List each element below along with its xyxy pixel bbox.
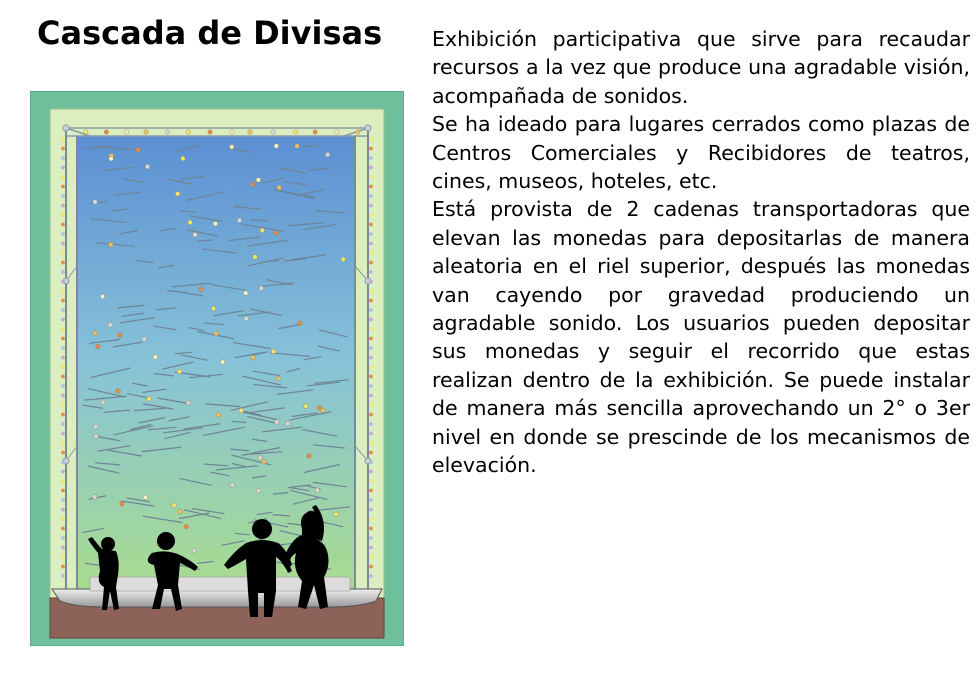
chain-link [61,156,65,160]
chain-link [369,403,373,407]
coin [251,355,256,360]
chain-link [369,413,373,417]
coin [294,130,298,134]
coin [208,130,212,134]
coin [243,291,248,296]
chain-link [61,536,65,540]
chain-link [61,546,65,550]
coin [142,337,147,342]
coin [199,287,204,292]
coin [175,192,180,197]
coin [109,156,114,161]
coin [116,389,121,394]
coin [216,413,221,418]
chain-link [369,175,373,179]
coin [220,360,225,365]
chain-link [61,318,65,322]
chain-link [61,460,65,464]
coin [286,422,291,427]
chain-link [369,194,373,198]
coin [230,130,234,134]
coin [84,130,88,134]
coin [237,218,242,223]
coin [256,178,261,183]
coin [96,344,101,349]
chain-link [369,251,373,255]
chain-link [369,280,373,284]
coin [304,404,309,409]
coin [186,400,191,405]
coin-cascade-illustration [30,91,404,646]
chain-link [61,232,65,236]
paragraph-intro: Exhibición participativa que sirve para recaudar recursos a la vez que produce una agradable visión, acompañada de sonidos. [432,27,970,108]
chain-link [61,413,65,417]
coin [120,502,125,507]
coin [313,130,317,134]
chain-link [369,346,373,350]
chain-link [369,375,373,379]
chain-link [61,384,65,388]
chain-link [369,166,373,170]
chain-link [61,422,65,426]
coin [274,231,279,236]
chain-link [369,337,373,341]
chain-link [369,394,373,398]
chain-link [369,508,373,512]
coin [101,400,106,405]
coin [256,488,261,493]
chain-link [61,356,65,360]
coin [92,495,97,500]
chain-link [61,498,65,502]
chain-link [61,251,65,255]
chain-link [61,308,65,312]
chain-link [369,498,373,502]
chain-link [369,318,373,322]
coin [274,144,279,149]
chain-link [369,365,373,369]
coin [258,455,263,460]
chain-link [61,337,65,341]
chain-link [369,555,373,559]
coin [307,454,312,459]
chain-link [369,470,373,474]
chain-link [61,213,65,217]
chain-link [369,299,373,303]
chain-link [61,403,65,407]
coin [277,185,282,190]
chain-link [61,194,65,198]
coin [144,130,148,134]
page-title: Cascada de Divisas [37,14,383,52]
chain-link [61,441,65,445]
chain-link [369,308,373,312]
coin [214,331,219,336]
coin [100,294,105,299]
coin [213,222,218,227]
chain-link [369,460,373,464]
chain-link [369,204,373,208]
chain-link [61,508,65,512]
chain-link [369,565,373,569]
chain-link [369,432,373,436]
chain-link [61,185,65,189]
coin [325,152,330,157]
coin [276,376,281,381]
chain-link [61,479,65,483]
coin [320,408,325,413]
coin [271,349,276,354]
coin [253,255,258,260]
chain-link [61,394,65,398]
paragraph-locations: Se ha ideado para lugares cerrados como plazas de Centros Comerciales y Recibidores de teatros, cines, museos, hoteles, etc. [432,112,970,194]
chain-link [369,527,373,531]
coin [193,232,198,237]
chain-link [61,432,65,436]
coin [271,130,275,134]
chain-link [369,441,373,445]
coin [192,548,197,553]
coin [145,164,150,169]
chain-link [61,574,65,578]
description [432,25,970,480]
coin [356,130,360,134]
coin [93,331,98,336]
coin [295,144,300,149]
coin [239,408,244,413]
coin [94,434,99,439]
coin [188,220,193,225]
coin [181,156,186,161]
chain-link [369,270,373,274]
chain-link [61,527,65,531]
chain-link [61,280,65,284]
chain-link [369,289,373,293]
chain-link [61,555,65,559]
chain-link [61,204,65,208]
coin [153,355,158,360]
chain-link [369,213,373,217]
chain-link [369,546,373,550]
coin [315,488,320,493]
chain-link [61,166,65,170]
chain-link [369,156,373,160]
chain-link [61,346,65,350]
chain-link [61,299,65,303]
coin [104,130,108,134]
coin [341,257,346,262]
coin-basin [52,589,382,607]
coin [177,369,182,374]
chain-link [61,470,65,474]
chain-link [61,175,65,179]
chain-link [61,489,65,493]
chain-link [369,517,373,521]
coin [117,333,122,338]
chain-link [369,536,373,540]
coin [229,145,234,150]
coin [334,130,338,134]
coin [334,512,339,517]
chain-link [369,185,373,189]
chain-link [369,422,373,426]
chain-link [369,261,373,265]
coin [93,424,98,429]
chain-link [61,270,65,274]
coin [262,459,267,464]
coin [260,228,265,233]
coin [136,148,141,153]
coin [186,130,190,134]
chain-link [61,289,65,293]
chain-link [61,223,65,227]
chain-link [61,137,65,141]
coin [230,483,235,488]
chain-link [61,147,65,151]
coin [184,524,189,529]
chain-link [61,451,65,455]
chain-link [61,261,65,265]
coin [178,509,183,514]
chain-link [369,489,373,493]
chain-link [369,479,373,483]
coin [109,242,114,247]
coin [143,495,148,500]
chain-link [369,137,373,141]
coin [250,182,255,187]
coin [298,321,303,326]
chain-link [369,574,373,578]
chain-link [61,375,65,379]
chain-link [369,327,373,331]
coin [165,130,169,134]
coin [124,130,128,134]
coin [93,200,98,205]
coin [172,503,177,508]
chain-link [369,451,373,455]
coin [275,420,280,425]
chain-link [369,356,373,360]
chain-link [61,365,65,369]
chain-link [61,517,65,521]
coin [259,286,264,291]
coin [108,323,113,328]
chain-link [369,384,373,388]
paragraph-mechanism: Está provista de 2 cadenas transportadoras que elevan las monedas para depositarlas de manera aleatoria en el riel superior, después las monedas van cayendo por gravedad produciendo un agradable sonido. Los usuarios pueden depositar sus monedas y seguir el recorrido que estas realizan dentro de la exhibición. Se puede instalar de manera más sencilla aprovechando un 2° o 3er nivel en donde se prescinde de los mecanismos de elevación. [432,197,970,478]
chain-link [61,565,65,569]
chain-link [61,327,65,331]
chain-link [61,242,65,246]
coin [244,316,249,321]
chain-link [369,223,373,227]
coin [211,306,216,311]
chain-link [369,242,373,246]
chain-link [369,232,373,236]
coin [147,397,152,402]
chain-link [369,147,373,151]
coin [248,130,252,134]
